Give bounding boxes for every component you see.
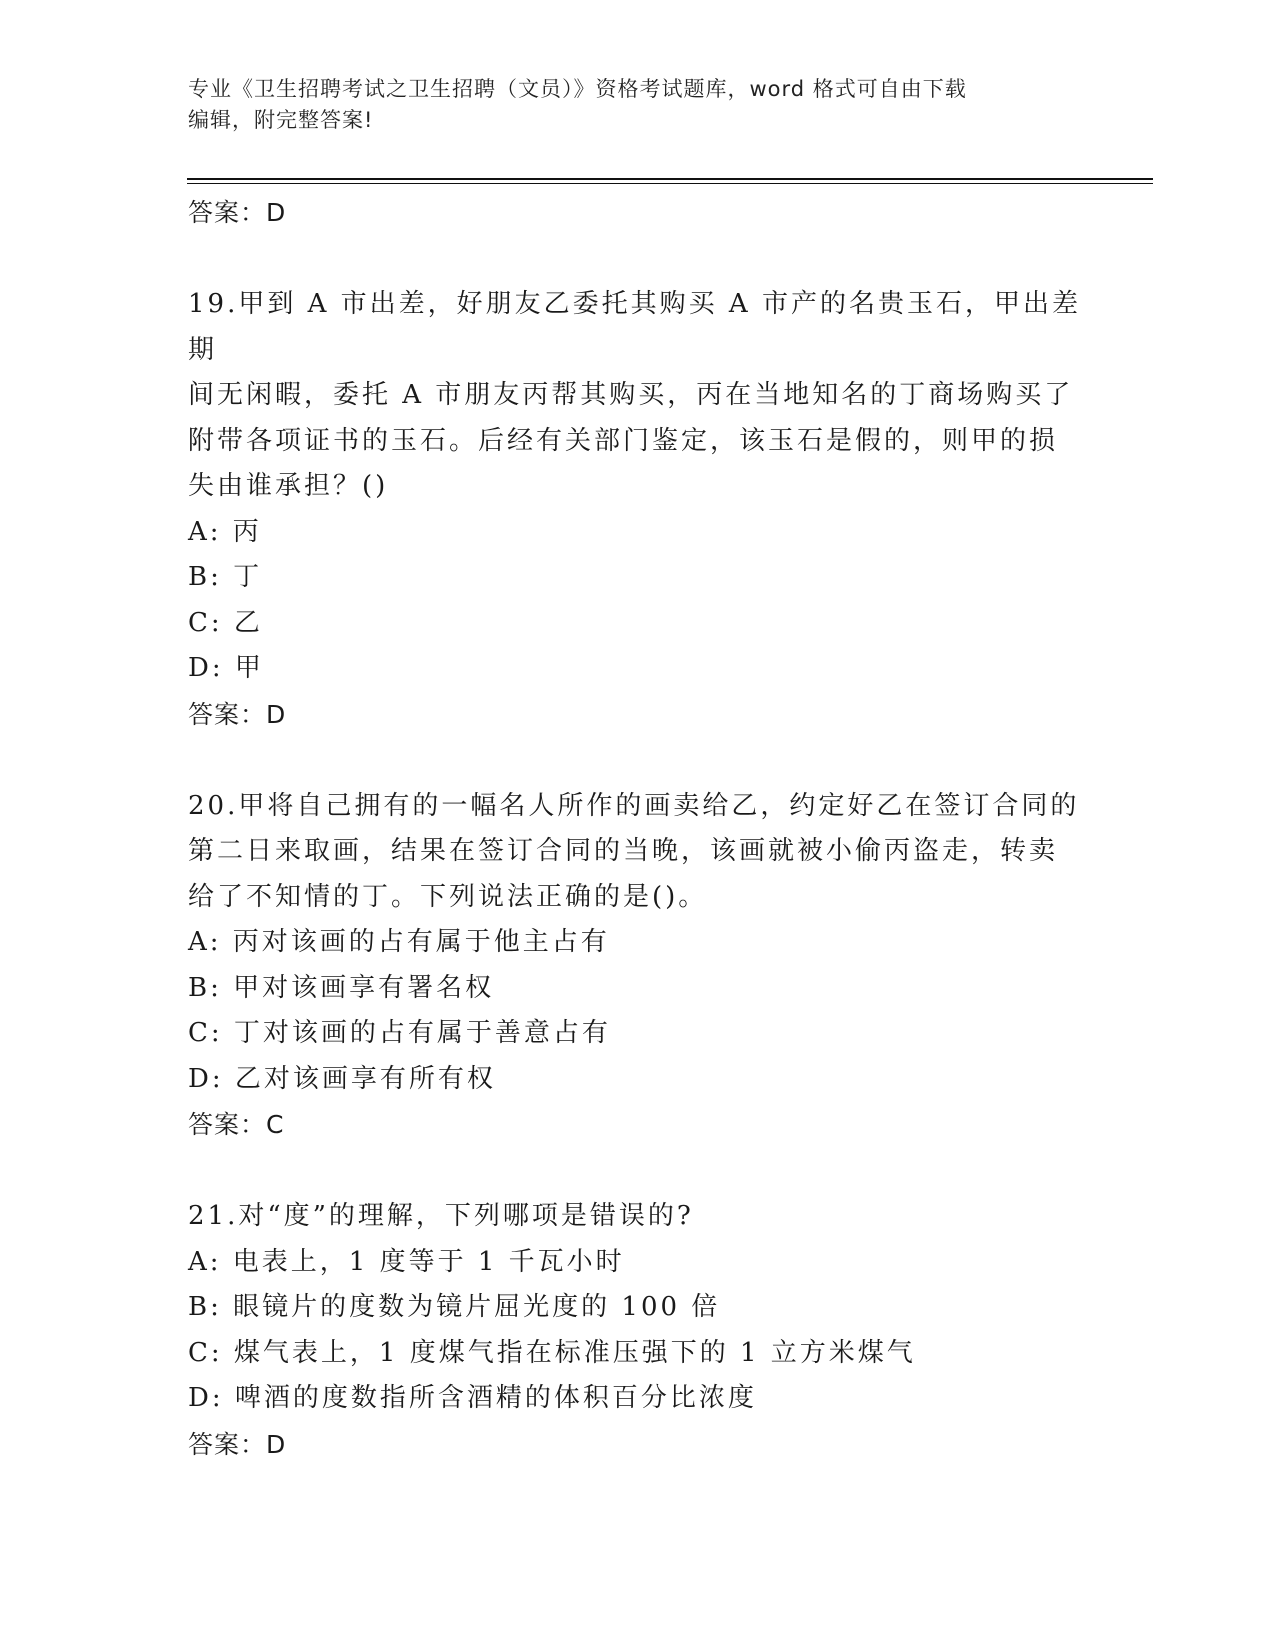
question-line: 附带各项证书的玉石。后经有关部门鉴定，该玉石是假的，则甲的损 bbox=[188, 425, 1059, 456]
question-line: 间无闲暇，委托 A 市朋友丙帮其购买，丙在当地知名的丁商场购买了 bbox=[188, 380, 1074, 410]
answer-label: 答案：D bbox=[188, 1429, 287, 1459]
option-b: B: 丁 bbox=[188, 562, 263, 592]
question-text bbox=[188, 282, 1088, 510]
option-a: A: 丙 bbox=[188, 516, 262, 547]
answer-label: 答案：D bbox=[188, 699, 287, 729]
option-b: B: 甲对该画享有署名权 bbox=[188, 972, 495, 1003]
option-c: C: 煤气表上，1 度煤气指在标准压强下的 1 立方米煤气 bbox=[188, 1337, 916, 1368]
option-d: D: 啤酒的度数指所含酒精的体积百分比浓度 bbox=[188, 1383, 757, 1413]
answer-label: 答案：D bbox=[188, 198, 287, 227]
option-c: C: 丁对该画的占有属于善意占有 bbox=[188, 1018, 611, 1048]
question-block bbox=[188, 784, 1088, 1148]
option-c: C: 乙 bbox=[188, 607, 263, 638]
header-line-2: 编辑，附完整答案! bbox=[188, 108, 374, 132]
option-b: B: 眼镜片的度数为镜片屈光度的 100 倍 bbox=[188, 1292, 721, 1322]
question-line: 第二日来取画，结果在签订合同的当晚，该画就被小偷丙盗走，转卖 bbox=[188, 836, 1059, 866]
question-text bbox=[188, 1194, 1088, 1240]
question-list bbox=[188, 190, 1088, 1467]
question-line: 19.甲到 A 市出差，好朋友乙委托其购买 A 市产的名贵玉石，甲出差期 bbox=[188, 289, 1081, 365]
question-block bbox=[188, 1194, 1088, 1467]
header-divider-thick bbox=[187, 178, 1153, 180]
question-line: 20.甲将自己拥有的一幅名人所作的画卖给乙，约定好乙在签订合同的 bbox=[188, 790, 1080, 821]
option-a: A: 丙对该画的占有属于他主占有 bbox=[188, 927, 610, 957]
document-header bbox=[188, 74, 1088, 136]
answer-label: 答案：C bbox=[188, 1110, 285, 1139]
option-a: A: 电表上，1 度等于 1 千瓦小时 bbox=[188, 1246, 625, 1277]
question-line: 失由谁承担？() bbox=[188, 471, 389, 501]
question-text bbox=[188, 784, 1088, 921]
question-block bbox=[188, 282, 1088, 737]
option-d: D: 甲 bbox=[188, 653, 264, 683]
option-d: D: 乙对该画享有所有权 bbox=[188, 1063, 496, 1094]
header-divider-thin bbox=[187, 183, 1153, 184]
question-line: 给了不知情的丁。下列说法正确的是()。 bbox=[188, 881, 708, 912]
question-line: 21.对“度”的理解，下列哪项是错误的? bbox=[188, 1201, 694, 1231]
header-line-1: 专业《卫生招聘考试之卫生招聘（文员）》资格考试题库，word 格式可自由下载 bbox=[188, 77, 967, 101]
